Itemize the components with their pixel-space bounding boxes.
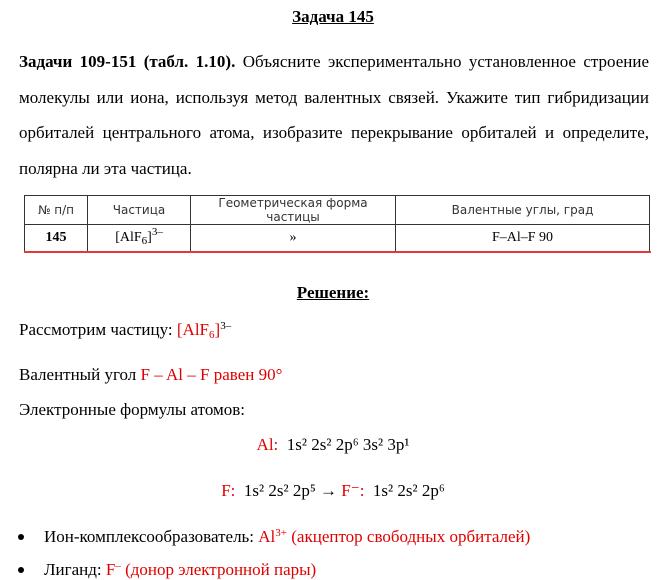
- bullet-icon: [18, 534, 24, 540]
- task-intro-bold: Задачи 109-151 (табл. 1.10).: [19, 52, 236, 71]
- solution-title: Решение:: [296, 283, 370, 302]
- angle-line: Валентный угол F – Al – F равен 90°: [19, 365, 283, 384]
- table-cell-particle: $[AlF_6]^{3-}$: [88, 225, 191, 252]
- table-header-row: [25, 196, 650, 225]
- table-cell-shape: »: [191, 225, 396, 252]
- table-underline: [24, 251, 651, 253]
- f-formula: F: 1s² 2s² 2p⁵ → F⁻: 1s² 2s² 2p⁶: [221, 481, 445, 500]
- consider-line: Рассмотрим частицу: $[AlF_6]^{3-}$: [19, 320, 232, 341]
- table-header-number: № п/п: [25, 196, 88, 225]
- list-item: Лиганд: F– (донор электронной пары): [44, 560, 316, 580]
- consider-particle: [AlF$_6$]: [176, 320, 221, 341]
- table-header-shape: Геометрическая форма частицы: [191, 196, 396, 225]
- task-table: [24, 195, 650, 252]
- formulas-label: Электронные формулы атомов:: [19, 400, 246, 419]
- bullet-icon: [18, 567, 24, 573]
- table-cell-angles: F–Al–F 90: [396, 225, 650, 252]
- list-item: Ион-комплексообразователь: $Al^{3+}$ (акцептор свободных орбиталей): [44, 527, 530, 547]
- table-header-angles: Валентные углы, град: [396, 196, 650, 225]
- table-cell-number: 145: [25, 225, 88, 252]
- al-formula: Al: 1s² 2s² 2p⁶ 3s² 3p¹: [256, 435, 410, 454]
- arrow-icon: →: [320, 481, 338, 500]
- table-row: [25, 225, 650, 252]
- task-intro-text: Объясните экспериментально установленное строение молекулы или иона, используя метод валентных связей. Укажите тип гибридизации орбиталей центрального атома, изобразите перекрывание орбиталей и определите, полярна ли эта частица.: [19, 52, 650, 178]
- table-header-particle: Частица: [88, 196, 191, 225]
- angle-value: F – Al – F равен 90°: [140, 365, 283, 384]
- task-title: Задача 145: [292, 7, 374, 26]
- task-intro: [19, 44, 649, 186]
